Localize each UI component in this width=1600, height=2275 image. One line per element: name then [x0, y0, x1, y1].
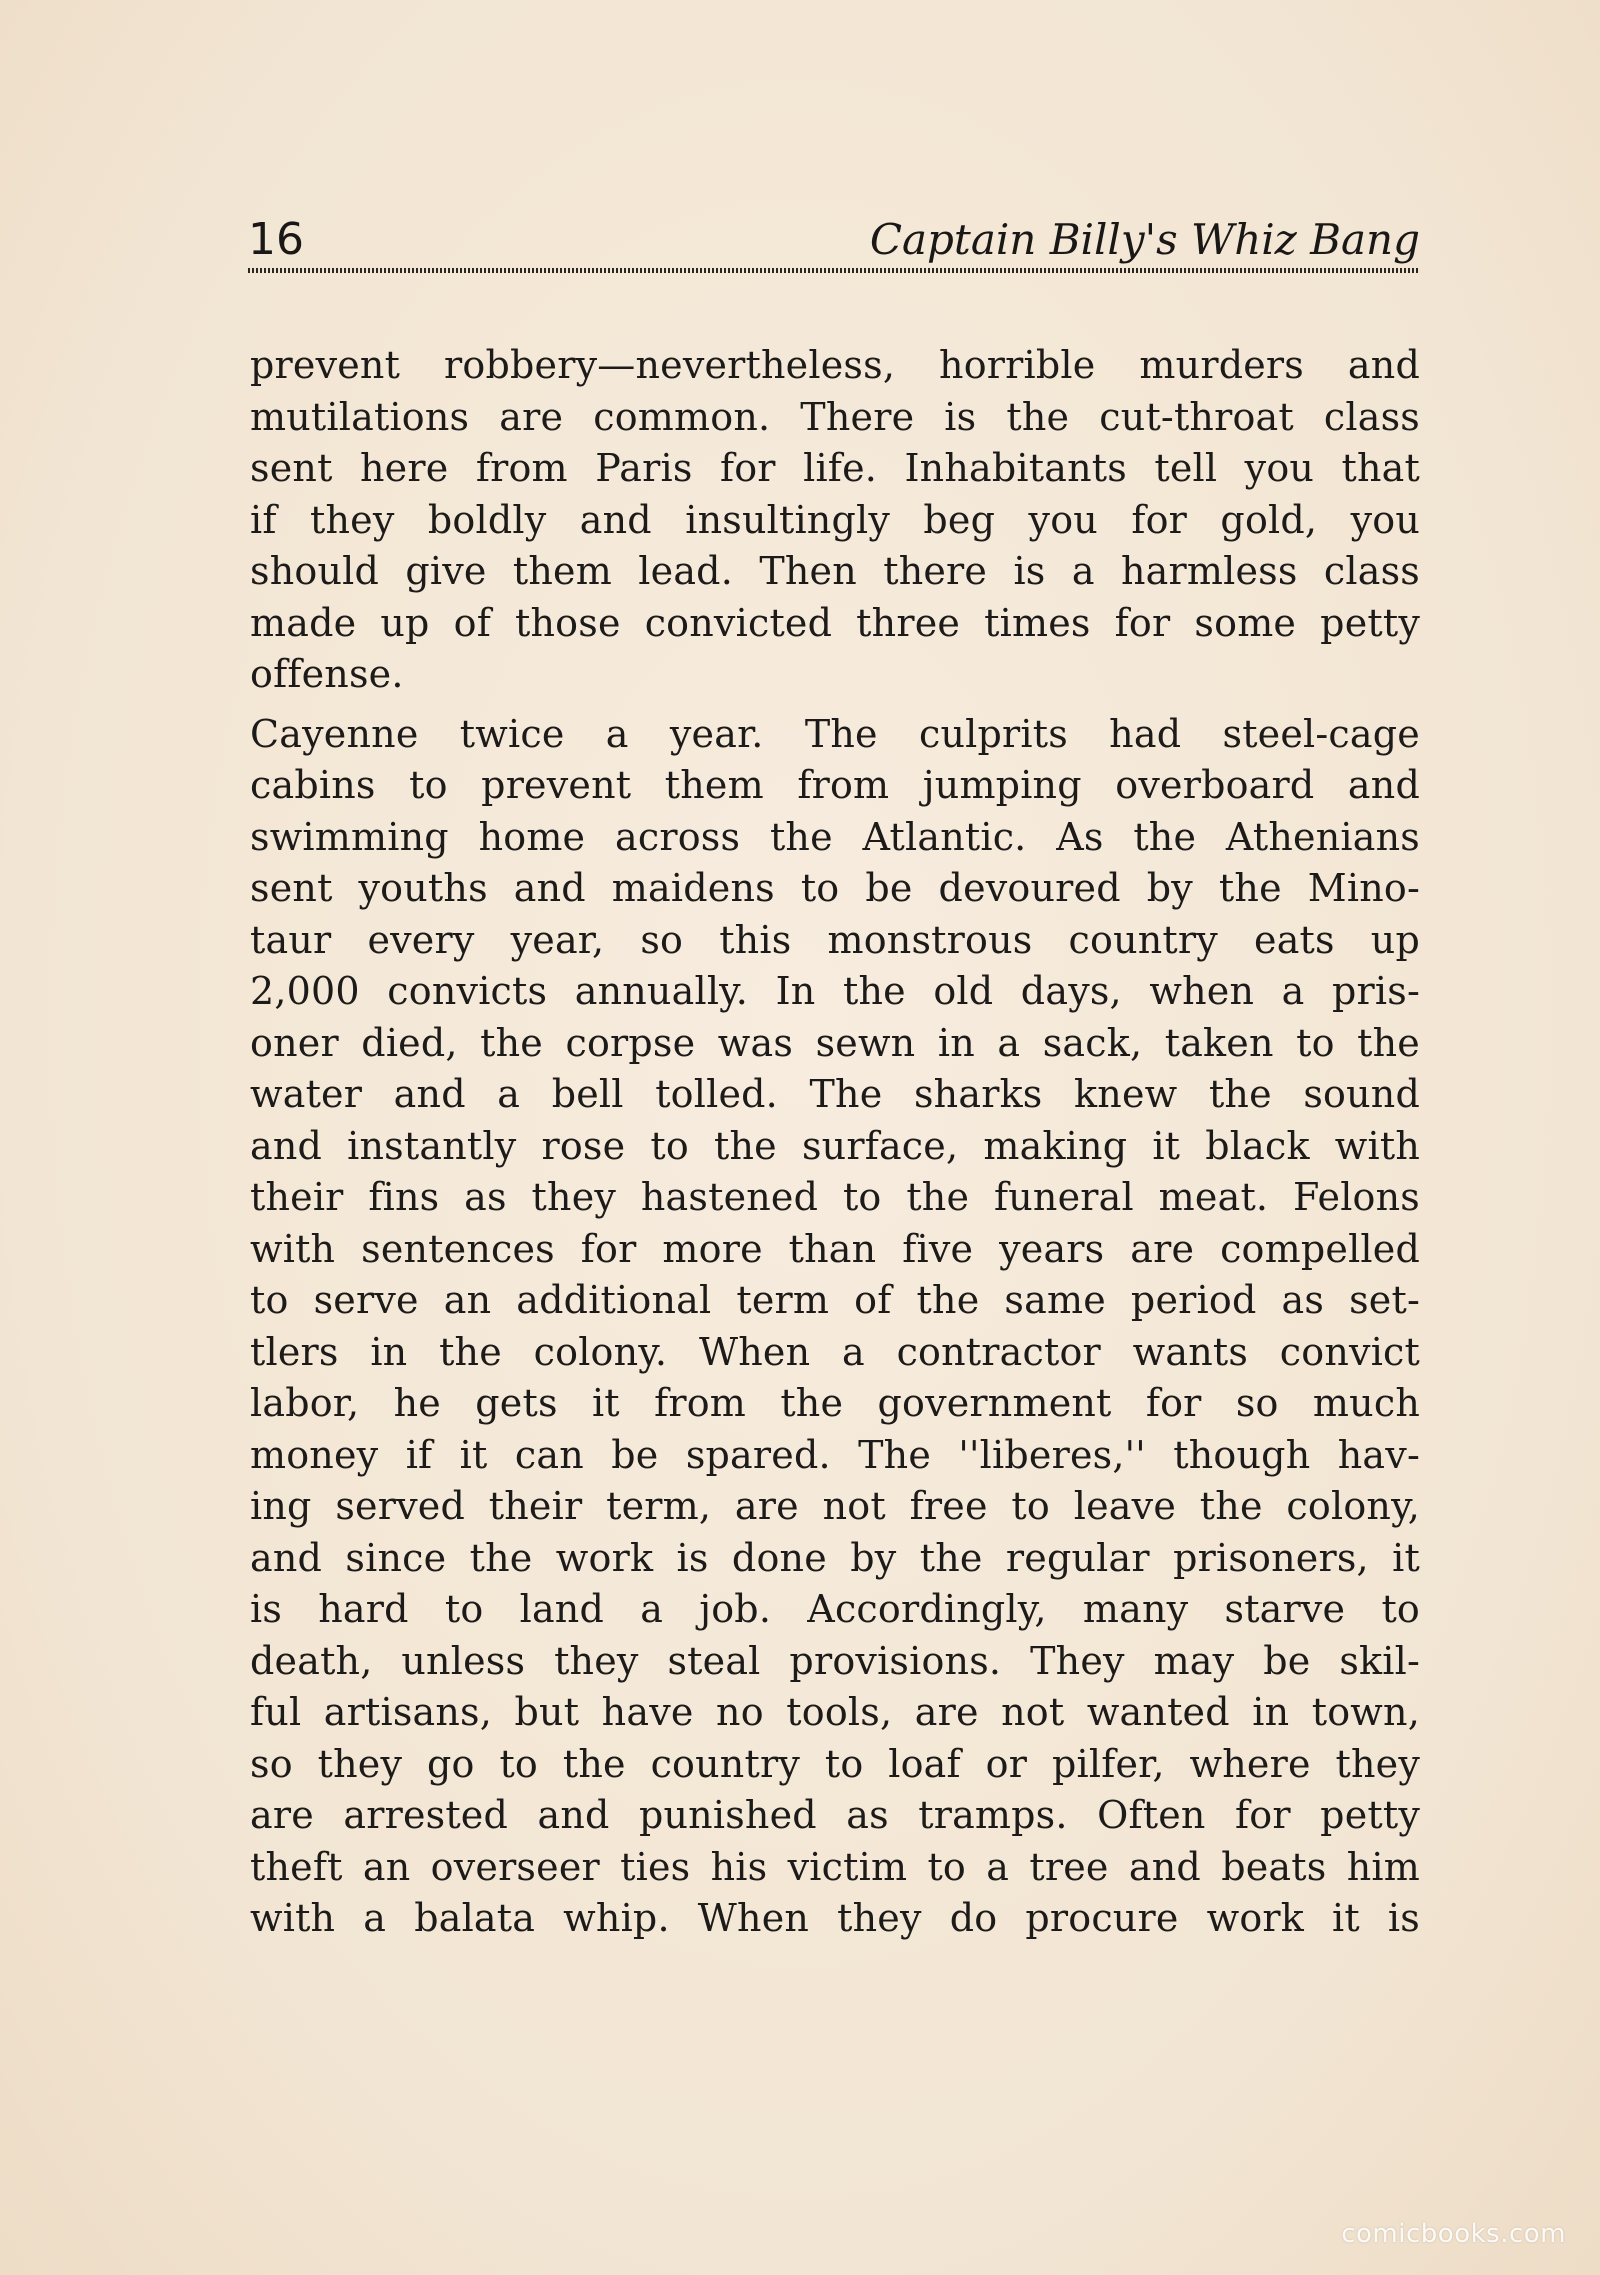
paragraph — [250, 709, 1420, 1945]
text-line: with a balata whip. When they do procure work it is — [250, 1896, 1420, 1940]
text-line: ing served their term, are not free to leave the colony, — [250, 1484, 1420, 1528]
watermark: comicbooks.com — [1341, 2219, 1566, 2249]
paragraph — [250, 340, 1420, 701]
text-line: oner died, the corpse was sewn in a sack, taken to the — [250, 1020, 1420, 1065]
body-text — [250, 340, 1420, 1945]
text-line: is hard to land a job. Accordingly, many starve to — [250, 1587, 1420, 1631]
text-line: theft an overseer ties his victim to a tree and beats him — [250, 1844, 1420, 1889]
paragraph-gap — [250, 701, 1420, 709]
text-line: and since the work is done by the regular prisoners, it — [250, 1535, 1420, 1580]
text-line: taur every year, so this monstrous country eats up — [250, 917, 1420, 962]
text-line: offense. — [250, 652, 404, 696]
text-line: mutilations are common. There is the cut-throat class — [250, 394, 1420, 439]
text-line: and instantly rose to the surface, making it black with — [250, 1123, 1420, 1168]
text-line: with sentences for more than five years are compelled — [250, 1226, 1420, 1271]
text-line: money if it can be spared. The ''liberes,'' though hav- — [250, 1432, 1420, 1477]
page-header — [248, 212, 1420, 268]
text-line: made up of those convicted three times for some petty — [250, 600, 1420, 645]
text-line: prevent robbery—nevertheless, horrible murders and — [250, 343, 1420, 387]
text-line: water and a bell tolled. The sharks knew the sound — [250, 1072, 1420, 1116]
text-line: tlers in the colony. When a contractor wants convict — [250, 1329, 1420, 1374]
text-line: are arrested and punished as tramps. Often for petty — [250, 1793, 1420, 1837]
text-line: cabins to prevent them from jumping overboard and — [250, 763, 1420, 807]
text-line: to serve an additional term of the same period as set- — [250, 1278, 1420, 1322]
text-line: ful artisans, but have no tools, are not wanted in town, — [250, 1690, 1420, 1734]
text-line: death, unless they steal provisions. They may be skil- — [250, 1638, 1420, 1683]
text-line: labor, he gets it from the government for so much — [250, 1381, 1420, 1425]
text-line: so they go to the country to loaf or pilfer, where they — [250, 1741, 1420, 1786]
running-head: Captain Billy's Whiz Bang — [869, 215, 1420, 264]
text-line: 2,000 convicts annually. In the old days, when a pris- — [250, 969, 1420, 1013]
header-rule — [248, 268, 1420, 273]
text-line: sent youths and maidens to be devoured by the Mino- — [250, 866, 1420, 910]
text-line: swimming home across the Atlantic. As the Athenians — [250, 814, 1420, 859]
text-line: Cayenne twice a year. The culprits had steel-cage — [250, 711, 1420, 756]
text-line: if they boldly and insultingly beg you for gold, you — [250, 497, 1420, 542]
page-number: 16 — [248, 214, 304, 265]
text-line: sent here from Paris for life. Inhabitants tell you that — [250, 446, 1420, 490]
text-line: their fins as they hastened to the funeral meat. Felons — [250, 1175, 1420, 1219]
text-line: should give them lead. Then there is a harmless class — [250, 549, 1420, 593]
